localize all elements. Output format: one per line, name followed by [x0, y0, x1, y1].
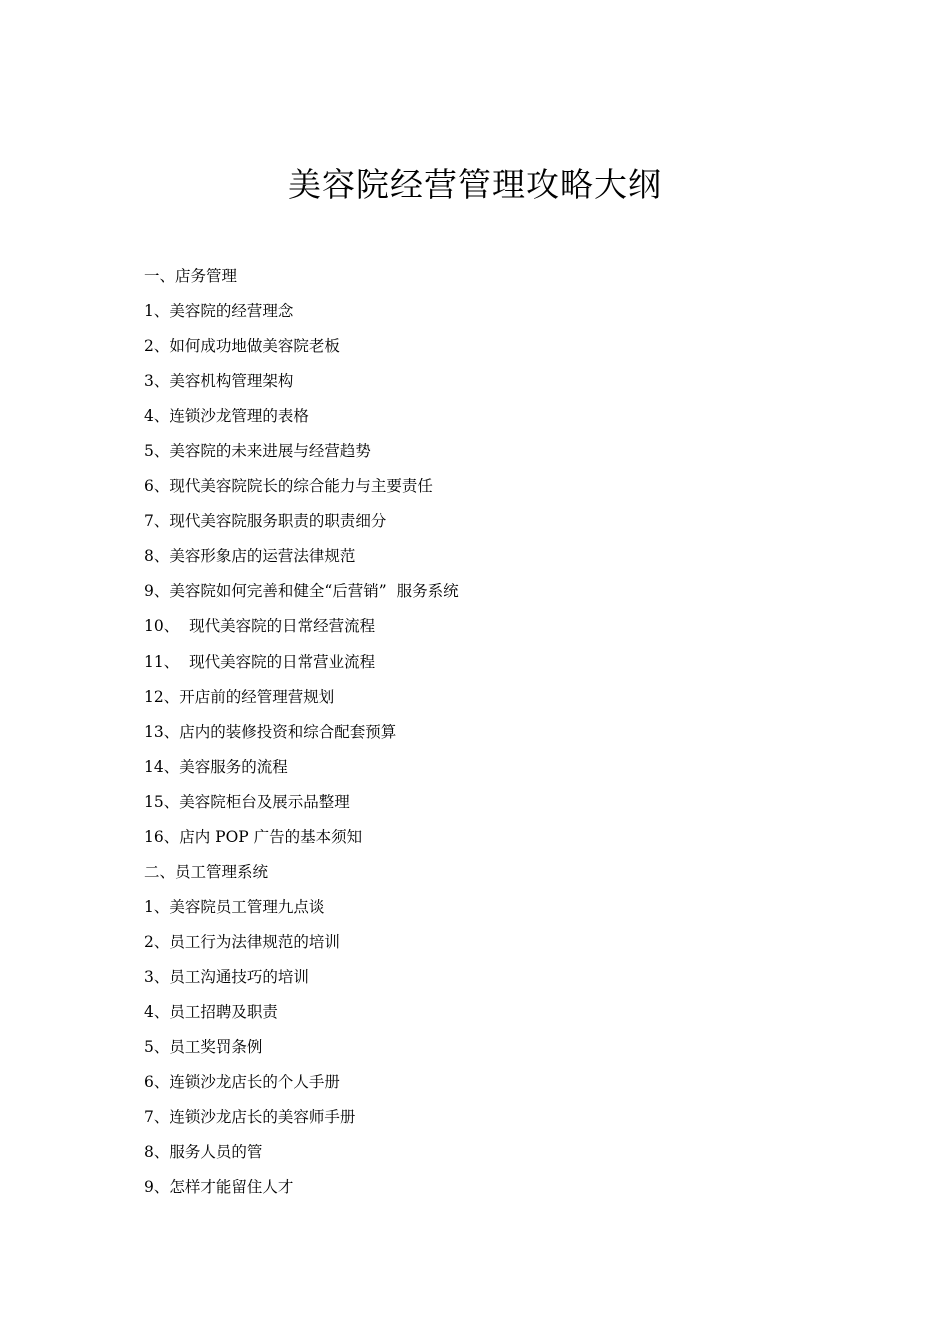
- outline-item: 5、员工奖罚条例: [144, 1038, 263, 1057]
- outline-item: 13、店内的装修投资和综合配套预算: [144, 722, 397, 741]
- outline-item: 4、员工招聘及职责: [144, 1002, 278, 1021]
- outline-item: 8、服务人员的管: [144, 1143, 263, 1162]
- outline-item: 4、连锁沙龙管理的表格: [144, 407, 309, 426]
- outline-item: 2、如何成功地做美容院老板: [144, 337, 340, 356]
- outline-item: 15、美容院柜台及展示品整理: [144, 792, 350, 811]
- outline-item: 7、连锁沙龙店长的美容师手册: [144, 1108, 356, 1127]
- outline-item: 3、员工沟通技巧的培训: [144, 967, 309, 986]
- outline-item: 6、现代美容院院长的综合能力与主要责任: [144, 477, 433, 496]
- outline-item: 1、美容院的经营理念: [144, 302, 294, 321]
- outline-item: 11、 现代美容院的日常营业流程: [144, 652, 376, 671]
- outline-section-heading: 一、店务管理: [144, 267, 238, 285]
- outline-item: 8、美容形象店的运营法律规范: [144, 547, 356, 566]
- outline-item: 5、美容院的未来进展与经营趋势: [144, 442, 371, 461]
- outline-item: 9、怎样才能留住人才: [144, 1178, 294, 1197]
- outline-item: 2、员工行为法律规范的培训: [144, 932, 340, 951]
- outline-item: 12、开店前的经管理营规划: [144, 687, 335, 706]
- outline-item: 16、店内 POP 广告的基本须知: [144, 827, 363, 846]
- outline-item: 3、美容机构管理架构: [144, 372, 294, 391]
- outline-item: 14、美容服务的流程: [144, 757, 288, 776]
- document-title: 美容院经营管理攻略大纲: [288, 165, 662, 204]
- outline-item: 10、 现代美容院的日常经营流程: [144, 617, 376, 636]
- outline-list: [144, 259, 844, 1205]
- outline-item: 1、美容院员工管理九点谈: [144, 897, 325, 916]
- outline-section-heading: 二、员工管理系统: [144, 862, 269, 881]
- outline-item: 9、美容院如何完善和健全“后营销” 服务系统: [144, 582, 459, 601]
- outline-item: 7、现代美容院服务职责的职责细分: [144, 512, 387, 531]
- outline-item: 6、连锁沙龙店长的个人手册: [144, 1073, 340, 1092]
